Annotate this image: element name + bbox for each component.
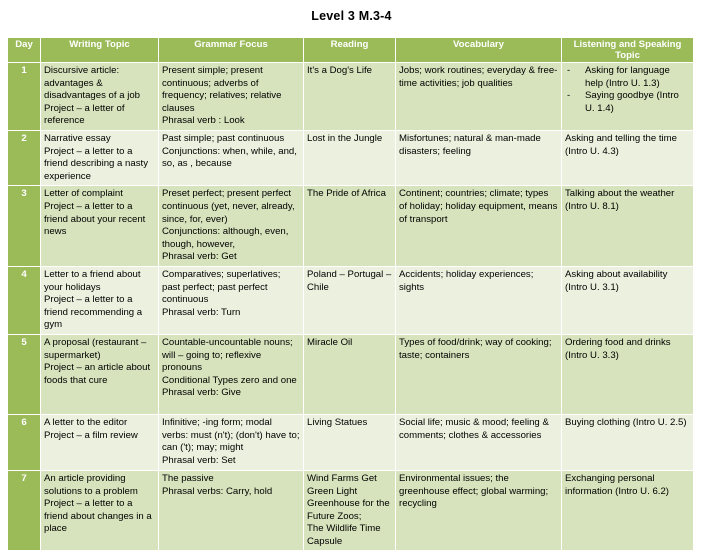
cell-text-line: Project – a letter to a friend recommending a gym	[44, 294, 143, 331]
cell-text-line: Discursive article: advantages & disadvantages of a job	[44, 65, 141, 102]
cell-text-line: Ordering food and drinks (Intro U. 3.3)	[565, 336, 671, 361]
cell-text-line: Social life; music & mood; feeling & comments; clothes & accessories	[399, 416, 549, 441]
vocabulary-cell	[396, 131, 562, 186]
cell-text-line: It's a Dog's Life	[307, 65, 372, 76]
cell-text-line: Poland – Portugal – Chile	[307, 268, 392, 293]
grammar-focus-cell	[159, 414, 304, 470]
reading-cell	[304, 414, 396, 470]
cell-text-line: Project – an article about foods that cure	[44, 362, 151, 386]
listening-speaking-cell	[562, 186, 694, 267]
cell-text-line: Living Statues	[307, 416, 368, 428]
header-day: Day	[8, 38, 41, 63]
listening-speaking-cell	[562, 470, 694, 551]
day-number-cell: 7	[8, 470, 41, 551]
header-writing-topic: Writing Topic	[41, 38, 159, 63]
day-number-cell: 6	[8, 414, 41, 470]
cell-text-line: Letter of complaint	[44, 188, 123, 200]
grammar-focus-cell	[159, 63, 304, 131]
reading-cell	[304, 63, 396, 131]
grammar-focus-cell	[159, 131, 304, 186]
cell-text-line: Miracle Oil	[307, 336, 353, 348]
vocabulary-cell	[396, 470, 562, 551]
listening-speaking-cell	[562, 63, 694, 131]
table-row	[8, 470, 694, 551]
curriculum-table	[7, 37, 694, 551]
listening-speaking-cell	[562, 266, 694, 334]
reading-cell	[304, 131, 396, 186]
cell-text-line: Narrative essay	[44, 133, 111, 144]
grammar-focus-cell	[159, 334, 304, 414]
reading-cell	[304, 470, 396, 551]
cell-text-line: Phrasal verb: Set	[162, 454, 236, 466]
listening-speaking-cell	[562, 414, 694, 470]
cell-text-line: Types of food/drink; way of cooking; taste; containers	[399, 336, 552, 361]
cell-text-line: A letter to the editor	[44, 416, 128, 428]
vocabulary-cell	[396, 186, 562, 267]
cell-text-line: Project – a letter to a friend about your recent news	[44, 200, 146, 238]
cell-text-line: Exchanging personal information (Intro U. 6.2)	[565, 472, 669, 497]
header-vocabulary: Vocabulary	[396, 38, 562, 63]
cell-text-line: The Wildlife Time Capsule	[307, 523, 381, 547]
vocabulary-cell	[396, 266, 562, 334]
cell-text-line: Phrasal verb: Give	[162, 387, 241, 399]
reading-cell	[304, 334, 396, 414]
day-number-cell: 1	[8, 63, 41, 131]
list-item: - Saying goodbye (Intro U. 1.4)	[565, 90, 690, 115]
cell-text-line: Jobs; work routines; everyday & free-time activities; job qualities	[399, 65, 558, 89]
writing-topic-cell	[41, 470, 159, 551]
cell-text-line: Project – a letter to a friend about changes in a place	[44, 498, 152, 535]
header-reading: Reading	[304, 38, 396, 63]
reading-cell	[304, 266, 396, 334]
cell-text-line: Comparatives; superlatives; past perfect; past perfect continuous	[162, 268, 281, 306]
cell-text-line: Accidents; holiday experiences; sights	[399, 268, 534, 293]
vocabulary-cell	[396, 334, 562, 414]
table-body	[8, 63, 694, 551]
writing-topic-cell	[41, 131, 159, 186]
header-listening-speaking: Listening and Speaking Topic	[562, 38, 694, 63]
table-row	[8, 186, 694, 267]
table-row	[8, 63, 694, 131]
list-item: - Asking for language help (Intro U. 1.3)	[565, 65, 690, 90]
cell-text-line: Lost in the Jungle	[307, 133, 383, 144]
cell-text-line: Project – a letter of reference	[44, 102, 125, 127]
cell-text-line: Misfortunes; natural & man-made disasters; feeling	[399, 133, 541, 157]
listening-speaking-cell	[562, 131, 694, 186]
cell-text-line: Countable-uncountable nouns; will – going to; reflexive pronouns	[162, 336, 293, 374]
cell-text-line: Wind Farms Get Green Light	[307, 472, 377, 497]
cell-text-line: Phrasal verb: Turn	[162, 306, 241, 318]
cell-text-line: Preset perfect; present perfect continuous (yet, never, already, since, for, ever)	[162, 188, 295, 225]
header-grammar-focus: Grammar Focus	[159, 38, 304, 63]
cell-text-line: A proposal (restaurant – supermarket)	[44, 336, 147, 361]
cell-text-line: Infinitive; -ing form; modal verbs: must (n't); (don't) have to; can ('t); may; might	[162, 416, 300, 454]
cell-text-line: Conjunctions: when, while, and, so, as , because	[162, 145, 297, 170]
cell-text-line: Project – a letter to a friend describing a nasty experience	[44, 145, 148, 182]
cell-text-line: Talking about the weather (Intro U. 8.1)	[565, 188, 675, 212]
table-row	[8, 334, 694, 414]
grammar-focus-cell	[159, 266, 304, 334]
writing-topic-cell	[41, 414, 159, 470]
writing-topic-cell	[41, 63, 159, 131]
cell-text-line: Greenhouse for the Future Zoos;	[307, 498, 390, 522]
grammar-focus-cell	[159, 470, 304, 551]
cell-text-line: Asking and telling the time (Intro U. 4.3)	[565, 133, 677, 157]
writing-topic-cell	[41, 334, 159, 414]
cell-text-line: Present simple; present continuous; adverbs of frequency; relatives; relative clauses	[162, 65, 282, 114]
cell-text-line: Conditional Types zero and one	[162, 374, 297, 386]
table-row	[8, 266, 694, 334]
listening-topic-list	[565, 65, 690, 115]
table-header	[8, 38, 694, 63]
vocabulary-cell	[396, 63, 562, 131]
reading-cell	[304, 186, 396, 267]
day-number-cell: 3	[8, 186, 41, 267]
day-number-cell: 5	[8, 334, 41, 414]
cell-text-line: An article providing solutions to a problem	[44, 472, 138, 497]
cell-text-line: Phrasal verb: Get	[162, 251, 237, 263]
day-number-cell: 4	[8, 266, 41, 334]
cell-text-line: Asking about availability (Intro U. 3.1)	[565, 268, 668, 293]
table-row	[8, 131, 694, 186]
cell-text-line: Past simple; past continuous	[162, 133, 285, 144]
cell-text-line: Phrasal verbs: Carry, hold	[162, 485, 273, 497]
grammar-focus-cell	[159, 186, 304, 267]
vocabulary-cell	[396, 414, 562, 470]
writing-topic-cell	[41, 266, 159, 334]
listening-speaking-cell	[562, 334, 694, 414]
day-number-cell: 2	[8, 131, 41, 186]
cell-text-line: The Pride of Africa	[307, 188, 386, 200]
cell-text-line: Continent; countries; climate; types of holiday; holiday equipment, means of transport	[399, 188, 558, 225]
cell-text-line: Buying clothing (Intro U. 2.5)	[565, 416, 687, 428]
cell-text-line: Conjunctions: although, even, though, however,	[162, 226, 289, 250]
cell-text-line: Project – a film review	[44, 429, 138, 441]
cell-text-line: Phrasal verb : Look	[162, 115, 245, 127]
writing-topic-cell	[41, 186, 159, 267]
table-row	[8, 414, 694, 470]
document-title: Level 3 M.3-4	[311, 9, 392, 23]
cell-text-line: The passive	[162, 472, 214, 484]
cell-text-line: Environmental issues; the greenhouse effect; global warming; recycling	[399, 472, 549, 510]
cell-text-line: Letter to a friend about your holidays	[44, 268, 141, 293]
